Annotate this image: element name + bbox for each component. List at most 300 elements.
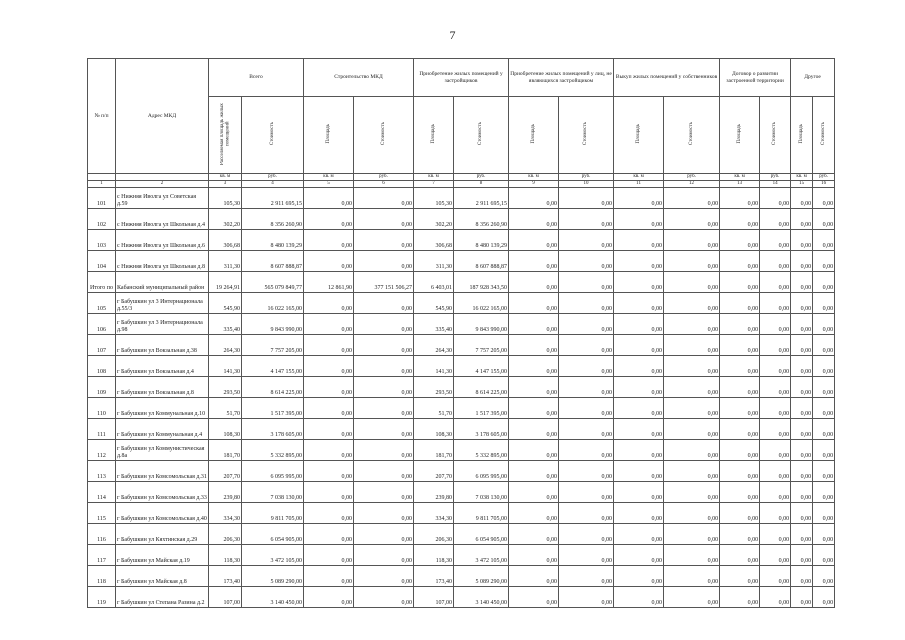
row-value-col-12: 0,00 [664, 398, 720, 419]
table-row [88, 230, 835, 251]
row-value-col-9: 0,00 [509, 419, 559, 440]
row-address: г Бабушкин ул Майская д.8 [116, 566, 209, 587]
row-value-col-16: 0,00 [813, 188, 835, 209]
header-group-owner-buyout: Выкуп жилых помещений у собственников [614, 59, 720, 97]
header-sub-3 [209, 97, 242, 174]
row-value-col-15: 0,00 [791, 398, 813, 419]
row-value-col-8: 1 517 395,00 [454, 398, 509, 419]
row-value-col-9: 0,00 [509, 587, 559, 608]
row-value-col-9: 0,00 [509, 293, 559, 314]
column-number-cell: 12 [664, 181, 720, 188]
row-value-col-4: 16 022 165,00 [242, 293, 304, 314]
header-group-developer-purchase: Приобретение жилых помещений у застройщиков [414, 59, 509, 97]
row-value-col-8: 8 607 888,87 [454, 251, 509, 272]
row-value-col-12: 0,00 [664, 377, 720, 398]
row-value-col-3: 207,70 [209, 461, 242, 482]
row-value-col-7: 334,30 [414, 503, 454, 524]
header-sub-label: Стоимость [478, 121, 484, 146]
row-value-col-15: 0,00 [791, 314, 813, 335]
header-sub-7 [414, 97, 454, 174]
unit-cell: руб. [813, 174, 835, 181]
column-number-cell: 16 [813, 181, 835, 188]
row-value-col-12: 0,00 [664, 293, 720, 314]
column-number-cell: 5 [304, 181, 354, 188]
row-value-col-16: 0,00 [813, 293, 835, 314]
row-address: г Бабушкин ул 3 Интернационала д.55/3 [116, 293, 209, 314]
row-value-col-12: 0,00 [664, 566, 720, 587]
header-sub-13 [720, 97, 760, 174]
row-value-col-3: 107,00 [209, 587, 242, 608]
row-value-col-3: 19 264,91 [209, 272, 242, 293]
row-value-col-7: 302,20 [414, 209, 454, 230]
row-value-col-13: 0,00 [720, 188, 760, 209]
row-value-col-13: 0,00 [720, 272, 760, 293]
row-value-col-10: 0,00 [559, 188, 614, 209]
row-value-col-9: 0,00 [509, 524, 559, 545]
row-value-col-11: 0,00 [614, 272, 664, 293]
row-value-col-12: 0,00 [664, 335, 720, 356]
row-value-col-12: 0,00 [664, 461, 720, 482]
row-value-col-11: 0,00 [614, 314, 664, 335]
row-value-col-7: 207,70 [414, 461, 454, 482]
row-value-col-15: 0,00 [791, 356, 813, 377]
header-sub-14 [760, 97, 791, 174]
page-number: 7 [449, 28, 456, 42]
row-value-col-8: 9 811 705,00 [454, 503, 509, 524]
row-value-col-13: 0,00 [720, 419, 760, 440]
row-value-col-14: 0,00 [760, 419, 791, 440]
header-index: № п/п [88, 59, 116, 174]
row-value-col-5: 0,00 [304, 335, 354, 356]
row-address: с Нижняя Иволга ул Школьная д.6 [116, 230, 209, 251]
row-index: 104 [88, 251, 116, 272]
row-value-col-9: 0,00 [509, 272, 559, 293]
row-value-col-7: 293,50 [414, 377, 454, 398]
row-address: г Бабушкин ул Степана Разина д.2 [116, 587, 209, 608]
row-value-col-14: 0,00 [760, 209, 791, 230]
row-value-col-3: 335,40 [209, 314, 242, 335]
row-value-col-6: 0,00 [354, 356, 414, 377]
row-index: 111 [88, 419, 116, 440]
row-value-col-4: 8 480 139,29 [242, 230, 304, 251]
header-sub-label: Площадь [325, 123, 331, 144]
row-value-col-9: 0,00 [509, 566, 559, 587]
row-value-col-8: 16 022 165,00 [454, 293, 509, 314]
row-value-col-7: 181,70 [414, 440, 454, 461]
table-row [88, 272, 835, 293]
row-value-col-5: 0,00 [304, 461, 354, 482]
header-sub-11 [614, 97, 664, 174]
row-value-col-5: 0,00 [304, 251, 354, 272]
row-value-col-13: 0,00 [720, 293, 760, 314]
row-address: г Бабушкин ул Вокзальная д.8 [116, 377, 209, 398]
row-address: с Нижняя Иволга ул Школьная д.4 [116, 209, 209, 230]
row-value-col-3: 302,20 [209, 209, 242, 230]
row-value-col-6: 0,00 [354, 251, 414, 272]
row-value-col-4: 6 054 905,00 [242, 524, 304, 545]
unit-cell: руб. [760, 174, 791, 181]
row-value-col-4: 3 140 450,00 [242, 587, 304, 608]
row-index: 119 [88, 587, 116, 608]
row-value-col-9: 0,00 [509, 188, 559, 209]
row-value-col-6: 377 151 506,27 [354, 272, 414, 293]
table-row [88, 209, 835, 230]
table-row [88, 419, 835, 440]
header-sub-6 [354, 97, 414, 174]
row-value-col-13: 0,00 [720, 209, 760, 230]
row-value-col-12: 0,00 [664, 314, 720, 335]
row-value-col-7: 107,00 [414, 587, 454, 608]
row-value-col-14: 0,00 [760, 587, 791, 608]
header-group-construction: Строительство МКД [304, 59, 414, 97]
row-value-col-4: 5 089 290,00 [242, 566, 304, 587]
row-value-col-12: 0,00 [664, 209, 720, 230]
header-sub-12 [664, 97, 720, 174]
row-value-col-15: 0,00 [791, 482, 813, 503]
row-value-col-4: 7 038 130,00 [242, 482, 304, 503]
row-value-col-12: 0,00 [664, 188, 720, 209]
row-value-col-10: 0,00 [559, 440, 614, 461]
row-index: 107 [88, 335, 116, 356]
row-value-col-5: 12 861,90 [304, 272, 354, 293]
table-row [88, 293, 835, 314]
row-value-col-16: 0,00 [813, 545, 835, 566]
header-sub-label: Стоимость [772, 121, 778, 146]
column-number-cell: 1 [88, 181, 116, 188]
row-value-col-16: 0,00 [813, 251, 835, 272]
row-value-col-9: 0,00 [509, 461, 559, 482]
row-value-col-12: 0,00 [664, 524, 720, 545]
row-index: Итого по [88, 272, 116, 293]
row-value-col-16: 0,00 [813, 230, 835, 251]
row-value-col-8: 2 911 695,15 [454, 188, 509, 209]
header-sub-label: Площадь [736, 123, 742, 144]
row-address: с Нижняя Иволга ул Советская д.59 [116, 188, 209, 209]
row-value-col-3: 181,70 [209, 440, 242, 461]
row-value-col-13: 0,00 [720, 545, 760, 566]
row-value-col-5: 0,00 [304, 545, 354, 566]
row-address: г Бабушкин ул Комсомольская д.31 [116, 461, 209, 482]
column-number-cell: 9 [509, 181, 559, 188]
header-group-total: Всего [209, 59, 304, 97]
row-value-col-12: 0,00 [664, 230, 720, 251]
table-row [88, 524, 835, 545]
row-value-col-7: 141,30 [414, 356, 454, 377]
row-value-col-14: 0,00 [760, 230, 791, 251]
table-row [88, 251, 835, 272]
unit-cell: руб. [242, 174, 304, 181]
row-index: 103 [88, 230, 116, 251]
table-row [88, 335, 835, 356]
row-value-col-11: 0,00 [614, 419, 664, 440]
row-value-col-3: 118,30 [209, 545, 242, 566]
row-index: 102 [88, 209, 116, 230]
row-value-col-8: 6 095 995,00 [454, 461, 509, 482]
row-value-col-6: 0,00 [354, 440, 414, 461]
row-index: 113 [88, 461, 116, 482]
row-value-col-11: 0,00 [614, 398, 664, 419]
row-value-col-7: 335,40 [414, 314, 454, 335]
row-value-col-6: 0,00 [354, 230, 414, 251]
row-value-col-3: 545,90 [209, 293, 242, 314]
row-value-col-6: 0,00 [354, 524, 414, 545]
row-index: 116 [88, 524, 116, 545]
row-index: 118 [88, 566, 116, 587]
column-number-cell: 14 [760, 181, 791, 188]
row-value-col-4: 9 843 990,00 [242, 314, 304, 335]
row-value-col-11: 0,00 [614, 356, 664, 377]
column-number-cell: 6 [354, 181, 414, 188]
row-value-col-14: 0,00 [760, 356, 791, 377]
row-value-col-15: 0,00 [791, 440, 813, 461]
row-value-col-4: 565 079 849,77 [242, 272, 304, 293]
row-value-col-6: 0,00 [354, 545, 414, 566]
row-value-col-10: 0,00 [559, 230, 614, 251]
row-value-col-11: 0,00 [614, 251, 664, 272]
header-sub-label: Площадь [635, 123, 641, 144]
row-value-col-13: 0,00 [720, 251, 760, 272]
header-sub-10 [559, 97, 614, 174]
row-value-col-10: 0,00 [559, 293, 614, 314]
row-value-col-3: 293,50 [209, 377, 242, 398]
row-value-col-14: 0,00 [760, 377, 791, 398]
row-value-col-5: 0,00 [304, 419, 354, 440]
row-value-col-10: 0,00 [559, 209, 614, 230]
unit-cell: кв. м [509, 174, 559, 181]
row-value-col-10: 0,00 [559, 461, 614, 482]
row-address: г Бабушкин ул Майская д.19 [116, 545, 209, 566]
row-address: г Бабушкин ул Коммунистическая д.8а [116, 440, 209, 461]
header-sub-9 [509, 97, 559, 174]
row-address: г Бабушкин ул 3 Интернационала д.98 [116, 314, 209, 335]
row-value-col-14: 0,00 [760, 566, 791, 587]
header-sub-label: Расселяемая площадь жилых помещений [219, 102, 230, 165]
row-value-col-15: 0,00 [791, 587, 813, 608]
row-value-col-3: 173,40 [209, 566, 242, 587]
header-group-development-contract: Договор о развитии застроенной территории [720, 59, 791, 97]
row-value-col-16: 0,00 [813, 482, 835, 503]
row-value-col-8: 7 757 205,00 [454, 335, 509, 356]
row-value-col-15: 0,00 [791, 419, 813, 440]
row-value-col-16: 0,00 [813, 377, 835, 398]
row-address: г Бабушкин ул Вокзальная д.38 [116, 335, 209, 356]
row-value-col-5: 0,00 [304, 314, 354, 335]
row-value-col-15: 0,00 [791, 209, 813, 230]
row-value-col-14: 0,00 [760, 314, 791, 335]
header-group-other: Другое [791, 59, 835, 97]
row-address: с Нижняя Иволга ул Школьная д.8 [116, 251, 209, 272]
header-sub-5 [304, 97, 354, 174]
row-value-col-10: 0,00 [559, 419, 614, 440]
header-sub-label: Площадь [798, 123, 804, 144]
row-value-col-6: 0,00 [354, 482, 414, 503]
row-value-col-10: 0,00 [559, 251, 614, 272]
row-value-col-7: 105,30 [414, 188, 454, 209]
row-value-col-3: 108,30 [209, 419, 242, 440]
row-value-col-8: 9 843 990,00 [454, 314, 509, 335]
row-value-col-5: 0,00 [304, 377, 354, 398]
unit-cell: руб. [354, 174, 414, 181]
row-value-col-12: 0,00 [664, 440, 720, 461]
unit-cell: руб. [559, 174, 614, 181]
row-value-col-6: 0,00 [354, 335, 414, 356]
column-number-cell: 13 [720, 181, 760, 188]
row-value-col-8: 187 928 343,50 [454, 272, 509, 293]
table-row [88, 587, 835, 608]
row-value-col-11: 0,00 [614, 545, 664, 566]
row-index: 117 [88, 545, 116, 566]
row-value-col-6: 0,00 [354, 566, 414, 587]
row-value-col-3: 51,70 [209, 398, 242, 419]
row-value-col-4: 8 356 260,90 [242, 209, 304, 230]
row-value-col-4: 3 472 105,00 [242, 545, 304, 566]
row-value-col-8: 5 332 895,00 [454, 440, 509, 461]
row-index: 101 [88, 188, 116, 209]
row-address: г Бабушкин ул Коммунальная д.10 [116, 398, 209, 419]
row-value-col-6: 0,00 [354, 293, 414, 314]
row-value-col-14: 0,00 [760, 440, 791, 461]
row-value-col-7: 239,80 [414, 482, 454, 503]
row-index: 109 [88, 377, 116, 398]
row-value-col-11: 0,00 [614, 230, 664, 251]
row-value-col-16: 0,00 [813, 335, 835, 356]
row-value-col-4: 3 178 605,00 [242, 419, 304, 440]
row-value-col-3: 334,30 [209, 503, 242, 524]
header-sub-8 [454, 97, 509, 174]
header-sub-label: Стоимость [380, 121, 386, 146]
column-number-cell: 10 [559, 181, 614, 188]
header-sub-15 [791, 97, 813, 174]
row-value-col-8: 8 480 139,29 [454, 230, 509, 251]
row-value-col-6: 0,00 [354, 377, 414, 398]
row-value-col-6: 0,00 [354, 314, 414, 335]
row-value-col-13: 0,00 [720, 503, 760, 524]
row-value-col-7: 173,40 [414, 566, 454, 587]
row-value-col-11: 0,00 [614, 503, 664, 524]
row-value-col-15: 0,00 [791, 524, 813, 545]
header-sub-label: Площадь [430, 123, 436, 144]
row-value-col-7: 51,70 [414, 398, 454, 419]
row-value-col-13: 0,00 [720, 356, 760, 377]
table-row [88, 398, 835, 419]
row-address: г Бабушкин ул Кяхтинская д.29 [116, 524, 209, 545]
row-value-col-16: 0,00 [813, 461, 835, 482]
row-value-col-13: 0,00 [720, 524, 760, 545]
row-value-col-11: 0,00 [614, 587, 664, 608]
header-sub-16 [813, 97, 835, 174]
header-sub-label: Площадь [530, 123, 536, 144]
unit-cell: кв. м [791, 174, 813, 181]
row-value-col-11: 0,00 [614, 482, 664, 503]
unit-cell [88, 174, 116, 181]
row-value-col-8: 3 140 450,00 [454, 587, 509, 608]
row-value-col-6: 0,00 [354, 461, 414, 482]
row-value-col-9: 0,00 [509, 356, 559, 377]
row-value-col-11: 0,00 [614, 461, 664, 482]
row-value-col-10: 0,00 [559, 377, 614, 398]
column-number-cell: 2 [116, 181, 209, 188]
row-address: г Бабушкин ул Вокзальная д.4 [116, 356, 209, 377]
row-value-col-9: 0,00 [509, 314, 559, 335]
row-value-col-8: 3 472 105,00 [454, 545, 509, 566]
table-row [88, 440, 835, 461]
row-value-col-14: 0,00 [760, 335, 791, 356]
row-value-col-3: 311,30 [209, 251, 242, 272]
row-value-col-5: 0,00 [304, 230, 354, 251]
row-value-col-10: 0,00 [559, 335, 614, 356]
row-value-col-5: 0,00 [304, 209, 354, 230]
row-value-col-14: 0,00 [760, 251, 791, 272]
row-value-col-14: 0,00 [760, 482, 791, 503]
row-value-col-4: 8 607 888,87 [242, 251, 304, 272]
header-sub-4 [242, 97, 304, 174]
unit-cell: кв. м [209, 174, 242, 181]
row-value-col-13: 0,00 [720, 440, 760, 461]
row-value-col-16: 0,00 [813, 419, 835, 440]
row-value-col-13: 0,00 [720, 335, 760, 356]
row-value-col-13: 0,00 [720, 566, 760, 587]
row-index: 114 [88, 482, 116, 503]
row-value-col-14: 0,00 [760, 293, 791, 314]
table-row [88, 314, 835, 335]
row-value-col-16: 0,00 [813, 524, 835, 545]
row-value-col-7: 118,30 [414, 545, 454, 566]
row-value-col-9: 0,00 [509, 335, 559, 356]
row-value-col-5: 0,00 [304, 587, 354, 608]
row-value-col-10: 0,00 [559, 398, 614, 419]
row-value-col-5: 0,00 [304, 356, 354, 377]
header-sub-label: Стоимость [820, 121, 826, 146]
row-value-col-5: 0,00 [304, 398, 354, 419]
resettlement-table [87, 58, 835, 608]
row-value-col-6: 0,00 [354, 503, 414, 524]
row-value-col-16: 0,00 [813, 272, 835, 293]
table-row [88, 377, 835, 398]
table-row [88, 545, 835, 566]
row-value-col-16: 0,00 [813, 587, 835, 608]
row-value-col-4: 9 811 705,00 [242, 503, 304, 524]
table-row [88, 482, 835, 503]
row-value-col-8: 8 356 260,90 [454, 209, 509, 230]
row-value-col-16: 0,00 [813, 398, 835, 419]
row-value-col-7: 6 403,01 [414, 272, 454, 293]
table-row [88, 503, 835, 524]
row-value-col-3: 306,68 [209, 230, 242, 251]
row-value-col-4: 1 517 395,00 [242, 398, 304, 419]
row-value-col-3: 105,30 [209, 188, 242, 209]
column-number-cell: 7 [414, 181, 454, 188]
row-value-col-11: 0,00 [614, 209, 664, 230]
row-value-col-8: 4 147 155,00 [454, 356, 509, 377]
unit-cell: кв. м [304, 174, 354, 181]
row-value-col-12: 0,00 [664, 251, 720, 272]
row-value-col-9: 0,00 [509, 398, 559, 419]
row-value-col-3: 239,80 [209, 482, 242, 503]
row-value-col-10: 0,00 [559, 545, 614, 566]
row-index: 110 [88, 398, 116, 419]
row-value-col-11: 0,00 [614, 566, 664, 587]
row-value-col-14: 0,00 [760, 461, 791, 482]
row-value-col-4: 4 147 155,00 [242, 356, 304, 377]
row-value-col-16: 0,00 [813, 209, 835, 230]
row-value-col-4: 2 911 695,15 [242, 188, 304, 209]
row-value-col-14: 0,00 [760, 503, 791, 524]
unit-cell [116, 174, 209, 181]
row-value-col-5: 0,00 [304, 524, 354, 545]
row-value-col-5: 0,00 [304, 188, 354, 209]
row-index: 105 [88, 293, 116, 314]
row-value-col-13: 0,00 [720, 482, 760, 503]
